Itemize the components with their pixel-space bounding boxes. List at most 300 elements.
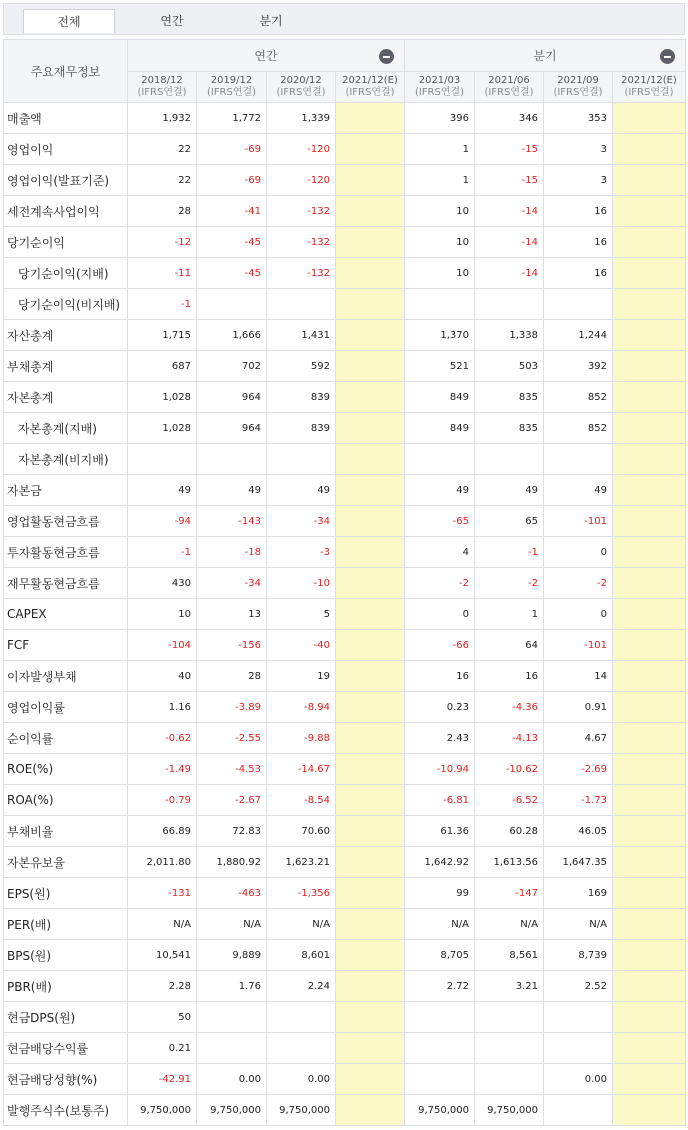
estimate-cell: [336, 785, 405, 816]
value-cell: 72.83: [197, 816, 267, 847]
estimate-cell: [613, 754, 686, 785]
value-cell: -8.94: [267, 692, 336, 723]
period-header: [544, 72, 613, 103]
value-cell: 9,889: [197, 940, 267, 971]
value-cell: 1,338: [475, 320, 544, 351]
period-header: [128, 72, 197, 103]
row-label: 현금배당성향(%): [4, 1064, 128, 1095]
estimate-cell: [613, 878, 686, 909]
value-cell: 2.43: [405, 723, 475, 754]
value-cell: [475, 1064, 544, 1095]
value-cell: 49: [128, 475, 197, 506]
value-cell: 849: [405, 382, 475, 413]
value-cell: -8.54: [267, 785, 336, 816]
table-row: [4, 1064, 686, 1095]
estimate-cell: [336, 754, 405, 785]
accounting-basis: (IFRS연결): [137, 87, 187, 98]
value-cell: 16: [475, 661, 544, 692]
estimate-cell: [613, 289, 686, 320]
value-cell: -156: [197, 630, 267, 661]
value-cell: 14: [544, 661, 613, 692]
table-row: [4, 754, 686, 785]
table-row: [4, 227, 686, 258]
accounting-basis: (IFRS연결): [624, 87, 674, 98]
row-label: PER(배): [4, 909, 128, 940]
estimate-cell: [613, 816, 686, 847]
value-cell: 0.23: [405, 692, 475, 723]
value-cell: [267, 289, 336, 320]
row-label: 현금DPS(원): [4, 1002, 128, 1033]
value-cell: N/A: [544, 909, 613, 940]
estimate-cell: [336, 320, 405, 351]
estimate-cell: [613, 351, 686, 382]
estimate-cell: [336, 289, 405, 320]
estimate-cell: [613, 506, 686, 537]
value-cell: -18: [197, 537, 267, 568]
value-cell: -65: [405, 506, 475, 537]
collapse-annual-icon[interactable]: [379, 49, 394, 64]
value-cell: [405, 1033, 475, 1064]
estimate-cell: [613, 785, 686, 816]
value-cell: -2.67: [197, 785, 267, 816]
value-cell: 1,623.21: [267, 847, 336, 878]
table-row: [4, 816, 686, 847]
value-cell: 1,339: [267, 103, 336, 134]
period-date: 2020/12: [280, 75, 322, 86]
period-date: 2021/06: [488, 75, 530, 86]
value-cell: 1,642.92: [405, 847, 475, 878]
row-label: BPS(원): [4, 940, 128, 971]
value-cell: 22: [128, 165, 197, 196]
value-cell: 964: [197, 382, 267, 413]
financial-summary-table: [3, 39, 686, 1126]
value-cell: -34: [197, 568, 267, 599]
estimate-cell: [613, 971, 686, 1002]
period-header: [405, 72, 475, 103]
estimate-cell: [336, 413, 405, 444]
value-cell: 1: [475, 599, 544, 630]
value-cell: 396: [405, 103, 475, 134]
value-cell: 65: [475, 506, 544, 537]
table-row: [4, 103, 686, 134]
value-cell: -3: [267, 537, 336, 568]
estimate-cell: [613, 940, 686, 971]
accounting-basis: (IFRS연결): [553, 87, 603, 98]
estimate-cell: [613, 1064, 686, 1095]
value-cell: 1,715: [128, 320, 197, 351]
value-cell: 430: [128, 568, 197, 599]
row-label: 자본총계: [4, 382, 128, 413]
value-cell: [405, 444, 475, 475]
row-label: 재무활동현금흐름: [4, 568, 128, 599]
period-date: 2021/12(E): [621, 75, 677, 86]
estimate-cell: [336, 444, 405, 475]
value-cell: 852: [544, 382, 613, 413]
estimate-cell: [336, 630, 405, 661]
estimate-cell: [613, 103, 686, 134]
table-row: [4, 878, 686, 909]
value-cell: 0: [405, 599, 475, 630]
value-cell: 702: [197, 351, 267, 382]
table-row: [4, 382, 686, 413]
value-cell: 835: [475, 413, 544, 444]
value-cell: N/A: [128, 909, 197, 940]
value-cell: 2.72: [405, 971, 475, 1002]
value-cell: -41: [197, 196, 267, 227]
estimate-cell: [336, 351, 405, 382]
value-cell: -6.52: [475, 785, 544, 816]
period-date: 2019/12: [210, 75, 253, 86]
value-cell: -1: [128, 289, 197, 320]
period-date: 2021/09: [557, 75, 599, 86]
value-cell: 46.05: [544, 816, 613, 847]
value-cell: -120: [267, 165, 336, 196]
row-label: 당기순이익(비지배): [4, 289, 128, 320]
value-cell: 503: [475, 351, 544, 382]
value-cell: 1,647.35: [544, 847, 613, 878]
estimate-cell: [336, 599, 405, 630]
row-label: 자산총계: [4, 320, 128, 351]
estimate-cell: [613, 227, 686, 258]
row-label: 당기순이익: [4, 227, 128, 258]
value-cell: [544, 1033, 613, 1064]
row-label: 매출액: [4, 103, 128, 134]
value-cell: -0.62: [128, 723, 197, 754]
table-row: [4, 847, 686, 878]
value-cell: 1,666: [197, 320, 267, 351]
value-cell: -45: [197, 258, 267, 289]
table-row: [4, 909, 686, 940]
estimate-cell: [336, 258, 405, 289]
value-cell: [267, 1002, 336, 1033]
value-cell: 839: [267, 413, 336, 444]
value-cell: 10,541: [128, 940, 197, 971]
estimate-cell: [336, 692, 405, 723]
value-cell: [267, 444, 336, 475]
table-row: [4, 134, 686, 165]
value-cell: [267, 1033, 336, 1064]
value-cell: -69: [197, 165, 267, 196]
value-cell: -131: [128, 878, 197, 909]
value-cell: [197, 1002, 267, 1033]
value-cell: 5: [267, 599, 336, 630]
value-cell: -12: [128, 227, 197, 258]
estimate-cell: [336, 1033, 405, 1064]
table-row: [4, 723, 686, 754]
value-cell: 9,750,000: [475, 1095, 544, 1126]
value-cell: 392: [544, 351, 613, 382]
row-label: 자본금: [4, 475, 128, 506]
estimate-cell: [336, 103, 405, 134]
value-cell: -42.91: [128, 1064, 197, 1095]
row-label: 자본총계(비지배): [4, 444, 128, 475]
value-cell: -143: [197, 506, 267, 537]
value-cell: 2.52: [544, 971, 613, 1002]
value-cell: 40: [128, 661, 197, 692]
value-cell: -4.36: [475, 692, 544, 723]
estimate-cell: [613, 413, 686, 444]
estimate-cell: [336, 816, 405, 847]
value-cell: 49: [405, 475, 475, 506]
value-cell: 687: [128, 351, 197, 382]
estimate-cell: [336, 878, 405, 909]
value-cell: 60.28: [475, 816, 544, 847]
value-cell: 8,705: [405, 940, 475, 971]
value-cell: [475, 444, 544, 475]
estimate-cell: [336, 537, 405, 568]
value-cell: -1: [475, 537, 544, 568]
row-label: 영업활동현금흐름: [4, 506, 128, 537]
table-row: [4, 661, 686, 692]
table-row: [4, 940, 686, 971]
estimate-cell: [613, 630, 686, 661]
row-label: FCF: [4, 630, 128, 661]
value-cell: 10: [405, 258, 475, 289]
table-row: [4, 537, 686, 568]
value-cell: [544, 1002, 613, 1033]
value-cell: N/A: [267, 909, 336, 940]
value-cell: [405, 289, 475, 320]
value-cell: 964: [197, 413, 267, 444]
value-cell: -11: [128, 258, 197, 289]
row-label: 영업이익률: [4, 692, 128, 723]
row-label: 세전계속사업이익: [4, 196, 128, 227]
value-cell: 10: [405, 227, 475, 258]
value-cell: [544, 444, 613, 475]
quarter-group-header: [405, 40, 686, 72]
value-cell: -0.79: [128, 785, 197, 816]
table-row: [4, 1033, 686, 1064]
value-cell: -94: [128, 506, 197, 537]
estimate-cell: [336, 165, 405, 196]
value-cell: 2.24: [267, 971, 336, 1002]
table-row: [4, 630, 686, 661]
value-cell: 49: [475, 475, 544, 506]
value-cell: -104: [128, 630, 197, 661]
value-cell: 9,750,000: [197, 1095, 267, 1126]
value-cell: 0: [544, 537, 613, 568]
estimate-cell: [613, 909, 686, 940]
value-cell: [405, 1002, 475, 1033]
value-cell: 0.91: [544, 692, 613, 723]
value-cell: -69: [197, 134, 267, 165]
value-cell: -45: [197, 227, 267, 258]
value-cell: -132: [267, 227, 336, 258]
value-cell: [197, 1033, 267, 1064]
row-label: 현금배당수익률: [4, 1033, 128, 1064]
row-label: 자본유보율: [4, 847, 128, 878]
value-cell: 1,880.92: [197, 847, 267, 878]
value-cell: -14: [475, 196, 544, 227]
value-cell: -147: [475, 878, 544, 909]
accounting-basis: (IFRS연결): [345, 87, 395, 98]
row-label: 이자발생부채: [4, 661, 128, 692]
period-tab-bar: [3, 3, 685, 35]
value-cell: 4.67: [544, 723, 613, 754]
estimate-cell: [613, 723, 686, 754]
value-cell: -2.55: [197, 723, 267, 754]
value-cell: 835: [475, 382, 544, 413]
estimate-cell: [336, 847, 405, 878]
estimate-cell: [613, 537, 686, 568]
accounting-basis: (IFRS연결): [206, 87, 257, 98]
value-cell: 61.36: [405, 816, 475, 847]
value-cell: -34: [267, 506, 336, 537]
table-row: [4, 785, 686, 816]
estimate-cell: [613, 599, 686, 630]
value-cell: 9,750,000: [405, 1095, 475, 1126]
value-cell: -1.73: [544, 785, 613, 816]
value-cell: 0.00: [267, 1064, 336, 1095]
table-row: [4, 506, 686, 537]
estimate-cell: [613, 1095, 686, 1126]
accounting-basis: (IFRS연결): [484, 87, 534, 98]
value-cell: 1,613.56: [475, 847, 544, 878]
estimate-cell: [336, 1002, 405, 1033]
value-cell: [405, 1064, 475, 1095]
value-cell: -2: [475, 568, 544, 599]
row-label: 투자활동현금흐름: [4, 537, 128, 568]
value-cell: -14: [475, 227, 544, 258]
value-cell: -101: [544, 630, 613, 661]
tab-all[interactable]: 전체: [23, 9, 115, 33]
row-label: 영업이익: [4, 134, 128, 165]
value-cell: -4.13: [475, 723, 544, 754]
estimate-cell: [613, 196, 686, 227]
table-row: [4, 444, 686, 475]
value-cell: -132: [267, 196, 336, 227]
estimate-cell: [336, 661, 405, 692]
value-cell: -10.94: [405, 754, 475, 785]
value-cell: 49: [544, 475, 613, 506]
value-cell: 10: [128, 599, 197, 630]
estimate-cell: [336, 940, 405, 971]
estimate-cell: [336, 227, 405, 258]
value-cell: -14: [475, 258, 544, 289]
estimate-cell: [336, 506, 405, 537]
estimate-cell: [613, 165, 686, 196]
table-row: [4, 196, 686, 227]
value-cell: -15: [475, 134, 544, 165]
value-cell: -40: [267, 630, 336, 661]
table-row: [4, 165, 686, 196]
value-cell: -120: [267, 134, 336, 165]
estimate-cell: [336, 1064, 405, 1095]
estimate-cell: [336, 971, 405, 1002]
value-cell: 10: [405, 196, 475, 227]
estimate-cell: [613, 444, 686, 475]
value-cell: -2.69: [544, 754, 613, 785]
estimate-cell: [613, 382, 686, 413]
table-row: [4, 258, 686, 289]
value-cell: 353: [544, 103, 613, 134]
period-header: [613, 72, 686, 103]
period-date: 2021/03: [418, 75, 461, 86]
value-cell: 839: [267, 382, 336, 413]
value-cell: -10: [267, 568, 336, 599]
value-cell: 28: [128, 196, 197, 227]
value-cell: -1.49: [128, 754, 197, 785]
row-label: CAPEX: [4, 599, 128, 630]
estimate-cell: [613, 1033, 686, 1064]
value-cell: 1,772: [197, 103, 267, 134]
estimate-cell: [613, 320, 686, 351]
annual-group-label: 연간: [254, 49, 278, 63]
value-cell: 849: [405, 413, 475, 444]
period-date: 2021/12(E): [342, 75, 398, 86]
table-row: [4, 1095, 686, 1126]
quarter-group-label: 분기: [533, 49, 557, 63]
table-row: [4, 320, 686, 351]
value-cell: 1.16: [128, 692, 197, 723]
table-row: [4, 568, 686, 599]
tab-quarter[interactable]: 분기: [259, 14, 283, 28]
value-cell: 1: [405, 165, 475, 196]
table-row: [4, 1002, 686, 1033]
value-cell: 28: [197, 661, 267, 692]
value-cell: 49: [267, 475, 336, 506]
value-cell: N/A: [405, 909, 475, 940]
value-cell: [197, 444, 267, 475]
value-cell: 1.76: [197, 971, 267, 1002]
collapse-quarter-icon[interactable]: [660, 49, 675, 64]
row-label: PBR(배): [4, 971, 128, 1002]
value-cell: 49: [197, 475, 267, 506]
value-cell: 50: [128, 1002, 197, 1033]
value-cell: 9,750,000: [128, 1095, 197, 1126]
value-cell: 1,431: [267, 320, 336, 351]
value-cell: 1,028: [128, 413, 197, 444]
accounting-basis: (IFRS연결): [276, 87, 326, 98]
value-cell: 2,011.80: [128, 847, 197, 878]
estimate-cell: [613, 568, 686, 599]
value-cell: 3: [544, 165, 613, 196]
value-cell: 8,601: [267, 940, 336, 971]
annual-group-header: [128, 40, 405, 72]
table-row: [4, 413, 686, 444]
row-label: 자본총계(지배): [4, 413, 128, 444]
value-cell: 64: [475, 630, 544, 661]
row-label: 발행주식수(보통주): [4, 1095, 128, 1126]
value-cell: -3.89: [197, 692, 267, 723]
value-cell: -9.88: [267, 723, 336, 754]
value-cell: [544, 1095, 613, 1126]
value-cell: 16: [405, 661, 475, 692]
estimate-cell: [613, 258, 686, 289]
value-cell: [128, 444, 197, 475]
value-cell: -6.81: [405, 785, 475, 816]
value-cell: 8,739: [544, 940, 613, 971]
value-cell: -2: [405, 568, 475, 599]
value-cell: -101: [544, 506, 613, 537]
table-row: [4, 692, 686, 723]
value-cell: 346: [475, 103, 544, 134]
tab-annual[interactable]: 연간: [160, 14, 184, 28]
value-cell: 0: [544, 599, 613, 630]
row-label: ROE(%): [4, 754, 128, 785]
value-cell: 0.00: [197, 1064, 267, 1095]
value-cell: -1: [128, 537, 197, 568]
estimate-cell: [336, 382, 405, 413]
estimate-cell: [613, 847, 686, 878]
value-cell: 4: [405, 537, 475, 568]
value-cell: [475, 1002, 544, 1033]
value-cell: 8,561: [475, 940, 544, 971]
value-cell: 1,370: [405, 320, 475, 351]
estimate-cell: [613, 692, 686, 723]
accounting-basis: (IFRS연결): [414, 87, 465, 98]
estimate-cell: [336, 909, 405, 940]
